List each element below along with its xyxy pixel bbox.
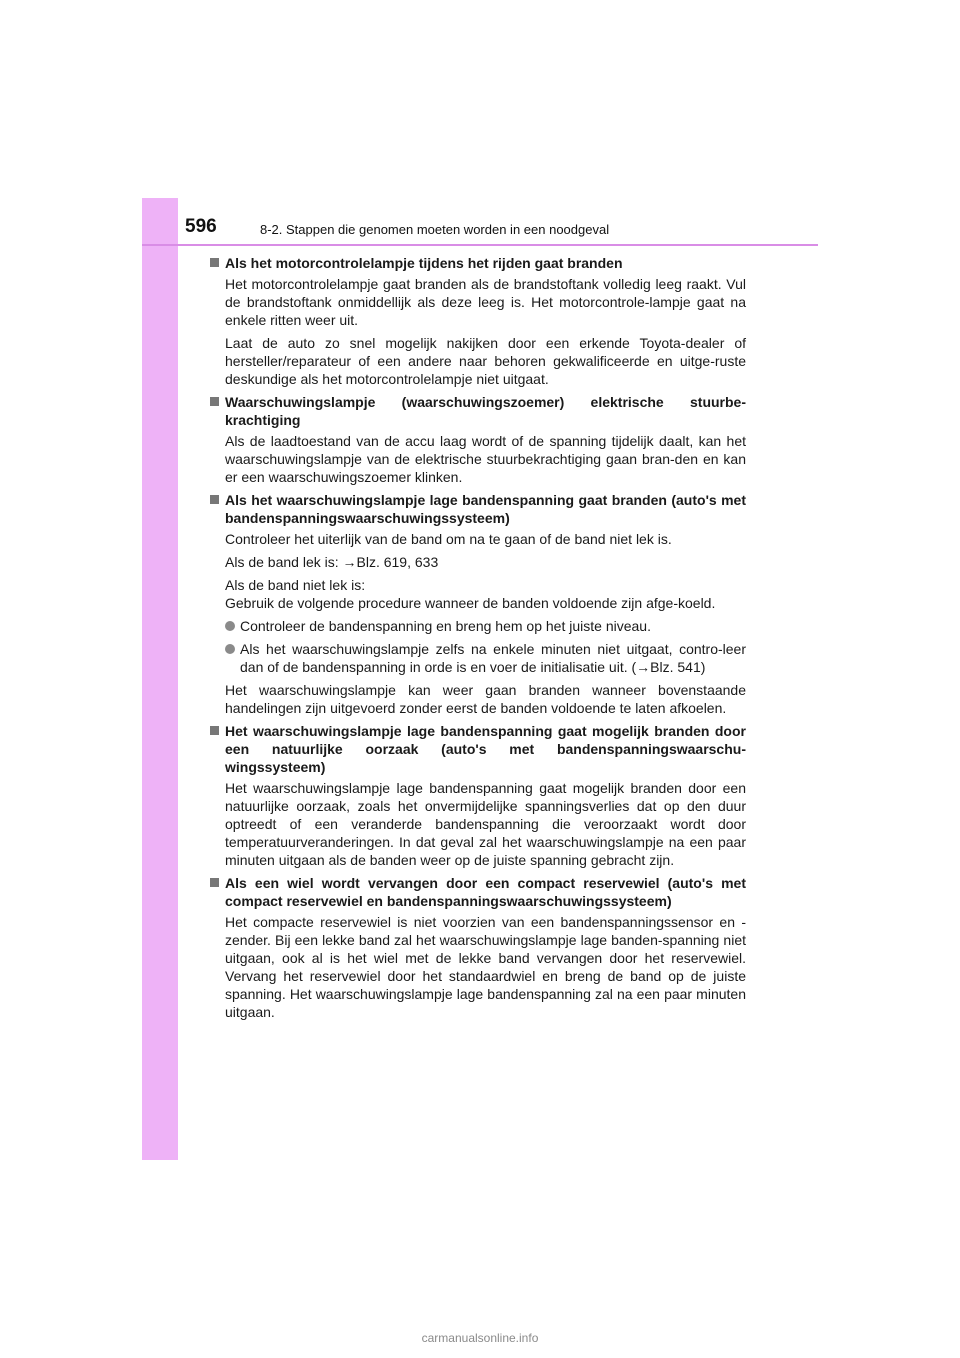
paragraph: Het compacte reservewiel is niet voorzien van een bandenspanningssensor en -zender. Bij een lekke band zal het waarschuwingslampje lage banden-spanning niet uitgaan, ook al is het wiel met de lekke band vervangen door het reservewiel. Vervang het reservewiel door het standaardwiel en breng de band op de juiste spanning. Het waarschuwingslampje lage bandenspanning zal na een paar minuten uitgaan. [225, 914, 746, 1020]
section-title: 8-2. Stappen die genomen moeten worden in een noodgeval [260, 222, 610, 237]
list-item [225, 640, 746, 676]
dot-bullet-icon [225, 621, 235, 631]
chapter-side-band [142, 198, 178, 1160]
section-heading [210, 491, 746, 527]
page-header [182, 216, 818, 246]
section-heading [210, 254, 746, 272]
list-item-text: Controleer de bandenspanning en breng hem op het juiste niveau. [240, 618, 651, 634]
heading-text: Als het waarschuwingslampje lage bandenspanning gaat branden (auto's met bandenspanningswaarschuwingssysteem) [225, 492, 746, 526]
watermark [0, 1331, 960, 1345]
paragraph-not-flat [225, 576, 746, 612]
paragraph: Laat de auto zo snel mogelijk nakijken door een erkende Toyota-dealer of hersteller/reparateur of een andere naar behoren gekwalificeerde en uitge-ruste deskundige als het motorcontrolelampje niet uitgaat. [225, 335, 746, 387]
page-number: 596 [185, 216, 217, 237]
list-item-text: Als het waarschuwingslampje zelfs na enkele minuten niet uitgaat, contro-leer dan of de bandenspanning in orde is en voer de initialisatie uit. (→Blz. 541) [240, 641, 746, 675]
heading-text: Als een wiel wordt vervangen door een compact reservewiel (auto's met compact reservewiel en bandenspanningswaarschuwingssysteem) [225, 875, 746, 909]
section-heading [210, 722, 746, 776]
square-bullet-icon [210, 495, 219, 504]
square-bullet-icon [210, 726, 219, 735]
dot-bullet-icon [225, 644, 235, 654]
heading-text: Als het motorcontrolelampje tijdens het rijden gaat branden [225, 255, 623, 271]
header-rule [142, 244, 818, 246]
page-content [210, 254, 746, 1026]
paragraph: Het waarschuwingslampje lage bandenspanning gaat mogelijk branden door een natuurlijke oorzaak, zoals het onvermijdelijke spanningsverlies dat op den duur optreedt of een veranderde bandenspanning die veroorzaakt wordt door temperatuurveranderingen. In dat geval zal het waarschuwingslampje na een paar minuten uitgaan als de banden weer op de juiste spanning gebracht zijn. [225, 780, 746, 868]
section-heading [210, 874, 746, 910]
heading-text: Het waarschuwingslampje lage bandenspanning gaat mogelijk branden door een natuurlijke oorzaak (auto's met bandenspanningswaarschu-wingssysteem) [225, 723, 746, 775]
paragraph: Controleer het uiterlijk van de band om na te gaan of de band niet lek is. [225, 531, 672, 547]
paragraph: Als de laadtoestand van de accu laag wordt of de spanning tijdelijk daalt, kan het waarschuwingslampje van de elektrische stuurbekrachtiging gaan bran-den en kan er een waarschuwingszoemer klinken. [225, 433, 746, 485]
paragraph: Als de band lek is: →Blz. 619, 633 [225, 554, 439, 570]
not-flat-label: Als de band niet lek is: [225, 577, 366, 593]
section-heading [210, 393, 746, 429]
square-bullet-icon [210, 878, 219, 887]
paragraph: Het waarschuwingslampje kan weer gaan branden wanneer bovenstaande handelingen zijn uitgevoerd zonder eerst de banden voldoende te laten afkoelen. [225, 682, 746, 716]
not-flat-text: Gebruik de volgende procedure wanneer de banden voldoende zijn afge-koeld. [225, 595, 716, 611]
paragraph: Het motorcontrolelampje gaat branden als de brandstoftank volledig leeg raakt. Vul de brandstoftank onmiddellijk als deze leeg is. Het motorcontrole-lampje gaat na enkele ritten weer uit. [225, 276, 746, 328]
list-item [225, 617, 746, 635]
square-bullet-icon [210, 397, 219, 406]
watermark-text: carmanualsonline.info [421, 1331, 539, 1345]
heading-text: Waarschuwingslampje (waarschuwingszoemer) elektrische stuurbe-krachtiging [225, 394, 746, 428]
square-bullet-icon [210, 258, 219, 267]
